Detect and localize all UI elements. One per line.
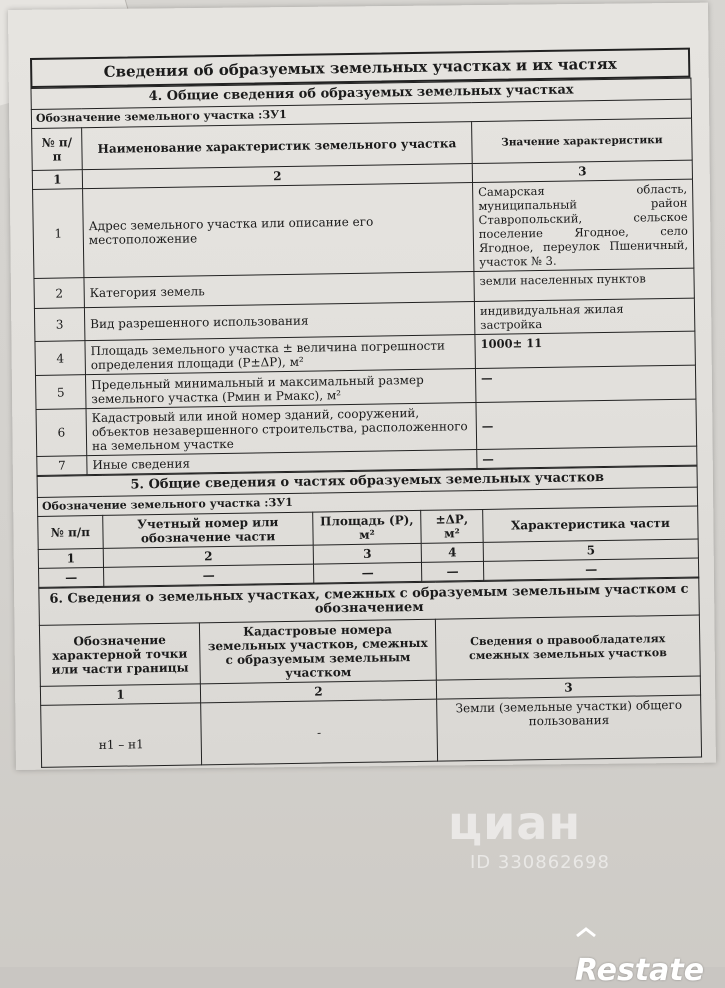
row-cell: — (39, 567, 104, 587)
header-number: № п/п (32, 128, 83, 171)
document (30, 48, 701, 768)
cian-logo: циан (448, 796, 582, 850)
index-cell: 3 (436, 676, 700, 699)
header-adjacent-cadastral: Кадастровые номера земельных участков, смежных с образуемым земельным участком (199, 619, 436, 684)
row-cell: — (313, 562, 421, 583)
row-number: 2 (34, 278, 84, 309)
cian-watermark (440, 792, 680, 882)
index-cell: 3 (313, 543, 421, 564)
row-name: Предельный минимальный и максимальный размер земельного участка (Рмин и Рмакс), м² (85, 369, 475, 409)
row-cell: — (483, 558, 698, 580)
index-cell: 2 (200, 680, 436, 703)
section5-table (37, 466, 700, 588)
section5-title: 5. Общие сведения о частях образуемых земельных участков (37, 466, 697, 497)
header-value: Значение характеристики (472, 118, 693, 163)
row-cell: — (421, 561, 483, 581)
index-cell: 5 (483, 539, 698, 561)
row-value: — (477, 446, 697, 468)
table-row (41, 695, 702, 767)
header-owner-info: Сведения о правообладателях смежных земельных участков (435, 615, 700, 680)
index-cell: 1 (38, 548, 103, 568)
header-area: Площадь (Р), м² (313, 510, 422, 545)
row-name: Категория земель (84, 272, 474, 308)
row-name: Иные сведения (87, 450, 477, 475)
house-icon (575, 916, 597, 932)
row-value: — (476, 399, 697, 449)
row-value: Самарская область, муниципальный район Ставропольский, сельское поселение Ягодное, село Ягодное, переулок Пшеничный, участок № 3. (473, 179, 694, 271)
row-value: — (475, 365, 696, 402)
header-part-characteristic: Характеристика части (483, 506, 699, 542)
index-cell: 3 (472, 160, 692, 182)
row-value: индивидуальная жилая застройка (474, 298, 695, 334)
restate-brand-text: Restate (575, 953, 705, 988)
header-characteristic: Наименование характеристик земельного участка (82, 122, 473, 170)
row-number: 6 (36, 409, 87, 457)
listing-id: ID 330862698 (470, 852, 610, 873)
index-cell: 1 (32, 170, 82, 190)
row-name: Кадастровый или иной номер зданий, сооружений, объектов незавершенного строительства, расположенного на земельном участке (86, 403, 477, 456)
index-cell: 2 (103, 545, 313, 567)
row-cell: — (104, 564, 314, 586)
row-name: Адрес земельного участка или описание его местоположение (83, 183, 474, 278)
restate-logo (575, 918, 725, 988)
index-cell: 1 (40, 684, 200, 706)
index-cell: 4 (421, 542, 483, 562)
document-title: Сведения об образуемых земельных участках и их частях (30, 48, 690, 88)
row-value: 1000± 11 (475, 331, 696, 368)
section5-plot-label: Обозначение земельного участка :ЗУ1 (37, 487, 697, 516)
header-number: № п/п (38, 515, 104, 549)
row-number: 5 (35, 375, 86, 410)
row-value: земли населенных пунктов (474, 268, 694, 301)
header-delta: ±ΔР, м² (421, 509, 484, 543)
row-number: 7 (37, 456, 87, 476)
index-cell: 2 (82, 164, 472, 189)
section4-title: 4. Общие сведения об образуемых земельных участках (31, 78, 691, 109)
header-boundary-point: Обозначение характерной точки или части границы (39, 623, 200, 687)
section6-title: 6. Сведения о земельных участках, смежных с образуемым земельным участком с обозначением (39, 578, 700, 625)
header-part-number: Учетный номер или обозначение части (103, 512, 313, 548)
row-name: Площадь земельного участка ± величина погрешности определения площади (Р±ΔР), м² (85, 335, 475, 375)
cadastral-cell: - (201, 699, 438, 765)
row-number: 3 (34, 308, 85, 342)
boundary-point-cell: н1 – н1 (41, 703, 202, 768)
section6-table (38, 578, 702, 768)
row-name: Вид разрешенного использования (84, 302, 474, 341)
owner-cell: Земли (земельные участки) общего пользования (437, 695, 702, 761)
table-row (33, 179, 694, 278)
section4-table (30, 78, 697, 476)
row-number: 4 (35, 341, 86, 376)
section4-plot-label: Обозначение земельного участка :ЗУ1 (31, 99, 691, 128)
row-number: 1 (33, 189, 84, 279)
